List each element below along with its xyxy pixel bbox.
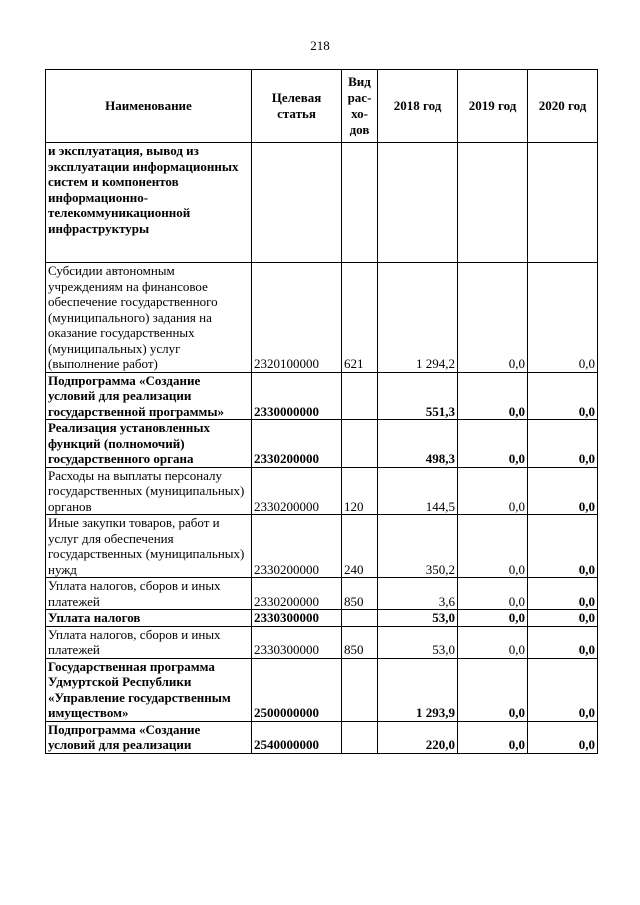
- row-type: 120: [342, 467, 378, 515]
- row-2020: 0,0: [528, 721, 598, 753]
- row-code: 2330200000: [252, 467, 342, 515]
- row-code: 2500000000: [252, 658, 342, 721]
- row-2020: 0,0: [528, 263, 598, 373]
- header-2020: 2020 год: [528, 70, 598, 143]
- header-type: Вид рас-хо-дов: [342, 70, 378, 143]
- row-2019: 0,0: [458, 467, 528, 515]
- table-row: [46, 515, 598, 578]
- table-row: [46, 263, 598, 373]
- row-name: Государственная программа Удмуртской Республики «Управление государственным имуществом»: [46, 658, 252, 721]
- row-2018: 1 293,9: [378, 658, 458, 721]
- row-2020: [528, 143, 598, 263]
- row-name: Уплата налогов, сборов и иных платежей: [46, 626, 252, 658]
- row-type: 240: [342, 515, 378, 578]
- table-row: [46, 372, 598, 420]
- page-number: 218: [310, 38, 330, 53]
- row-code: 2330300000: [252, 610, 342, 627]
- row-name: Подпрограмма «Создание условий для реализации государственной программы»: [46, 372, 252, 420]
- row-2018: 498,3: [378, 420, 458, 468]
- row-type: [342, 372, 378, 420]
- row-2019: [458, 143, 528, 263]
- row-name: Субсидии автономным учреждениям на финансовое обеспечение государственного (муниципального) задания на оказание государственных (муниципальных) услуг (выполнение работ): [46, 263, 252, 373]
- row-2020: 0,0: [528, 515, 598, 578]
- row-2018: 220,0: [378, 721, 458, 753]
- table-row: [46, 721, 598, 753]
- row-type: [342, 143, 378, 263]
- row-2020: 0,0: [528, 372, 598, 420]
- row-2019: 0,0: [458, 626, 528, 658]
- row-code: 2330300000: [252, 626, 342, 658]
- row-name: и эксплуатация, вывод из эксплуатации информационных систем и компонентов информационно-телекоммуникационной инфраструктуры: [46, 143, 252, 263]
- row-type: [342, 420, 378, 468]
- row-2019: 0,0: [458, 578, 528, 610]
- row-code: 2330000000: [252, 372, 342, 420]
- row-2018: [378, 143, 458, 263]
- row-2020: 0,0: [528, 467, 598, 515]
- row-name: Уплата налогов, сборов и иных платежей: [46, 578, 252, 610]
- row-code: 2330200000: [252, 420, 342, 468]
- header-row: [46, 70, 598, 143]
- row-2019: 0,0: [458, 263, 528, 373]
- header-2019: 2019 год: [458, 70, 528, 143]
- header-name: Наименование: [46, 70, 252, 143]
- row-2019: 0,0: [458, 721, 528, 753]
- row-name: Подпрограмма «Создание условий для реализации: [46, 721, 252, 753]
- row-type: 850: [342, 626, 378, 658]
- row-2018: 53,0: [378, 626, 458, 658]
- row-2019: 0,0: [458, 658, 528, 721]
- header-target: Целевая статья: [252, 70, 342, 143]
- row-2018: 350,2: [378, 515, 458, 578]
- table-row: [46, 610, 598, 627]
- row-2019: 0,0: [458, 610, 528, 627]
- row-type: 621: [342, 263, 378, 373]
- row-2018: 1 294,2: [378, 263, 458, 373]
- row-type: 850: [342, 578, 378, 610]
- row-2020: 0,0: [528, 610, 598, 627]
- row-2018: 53,0: [378, 610, 458, 627]
- table-row: [46, 467, 598, 515]
- row-2019: 0,0: [458, 420, 528, 468]
- row-2018: 144,5: [378, 467, 458, 515]
- row-2018: 3,6: [378, 578, 458, 610]
- table-row: [46, 658, 598, 721]
- table-row: [46, 143, 598, 263]
- row-2020: 0,0: [528, 578, 598, 610]
- row-name: Иные закупки товаров, работ и услуг для обеспечения государственных (муниципальных) нужд: [46, 515, 252, 578]
- row-code: 2320100000: [252, 263, 342, 373]
- row-2020: 0,0: [528, 626, 598, 658]
- header-2018: 2018 год: [378, 70, 458, 143]
- row-code: 2330200000: [252, 515, 342, 578]
- row-type: [342, 658, 378, 721]
- row-2019: 0,0: [458, 372, 528, 420]
- budget-table: [45, 69, 598, 754]
- table-row: [46, 420, 598, 468]
- table-row: [46, 578, 598, 610]
- row-2019: 0,0: [458, 515, 528, 578]
- row-2020: 0,0: [528, 658, 598, 721]
- row-name: Расходы на выплаты персоналу государственных (муниципальных) органов: [46, 467, 252, 515]
- row-code: [252, 143, 342, 263]
- row-name: Уплата налогов: [46, 610, 252, 627]
- row-name: Реализация установленных функций (полномочий) государственного органа: [46, 420, 252, 468]
- row-type: [342, 721, 378, 753]
- row-2020: 0,0: [528, 420, 598, 468]
- row-2018: 551,3: [378, 372, 458, 420]
- row-code: 2330200000: [252, 578, 342, 610]
- table-row: [46, 626, 598, 658]
- row-code: 2540000000: [252, 721, 342, 753]
- row-type: [342, 610, 378, 627]
